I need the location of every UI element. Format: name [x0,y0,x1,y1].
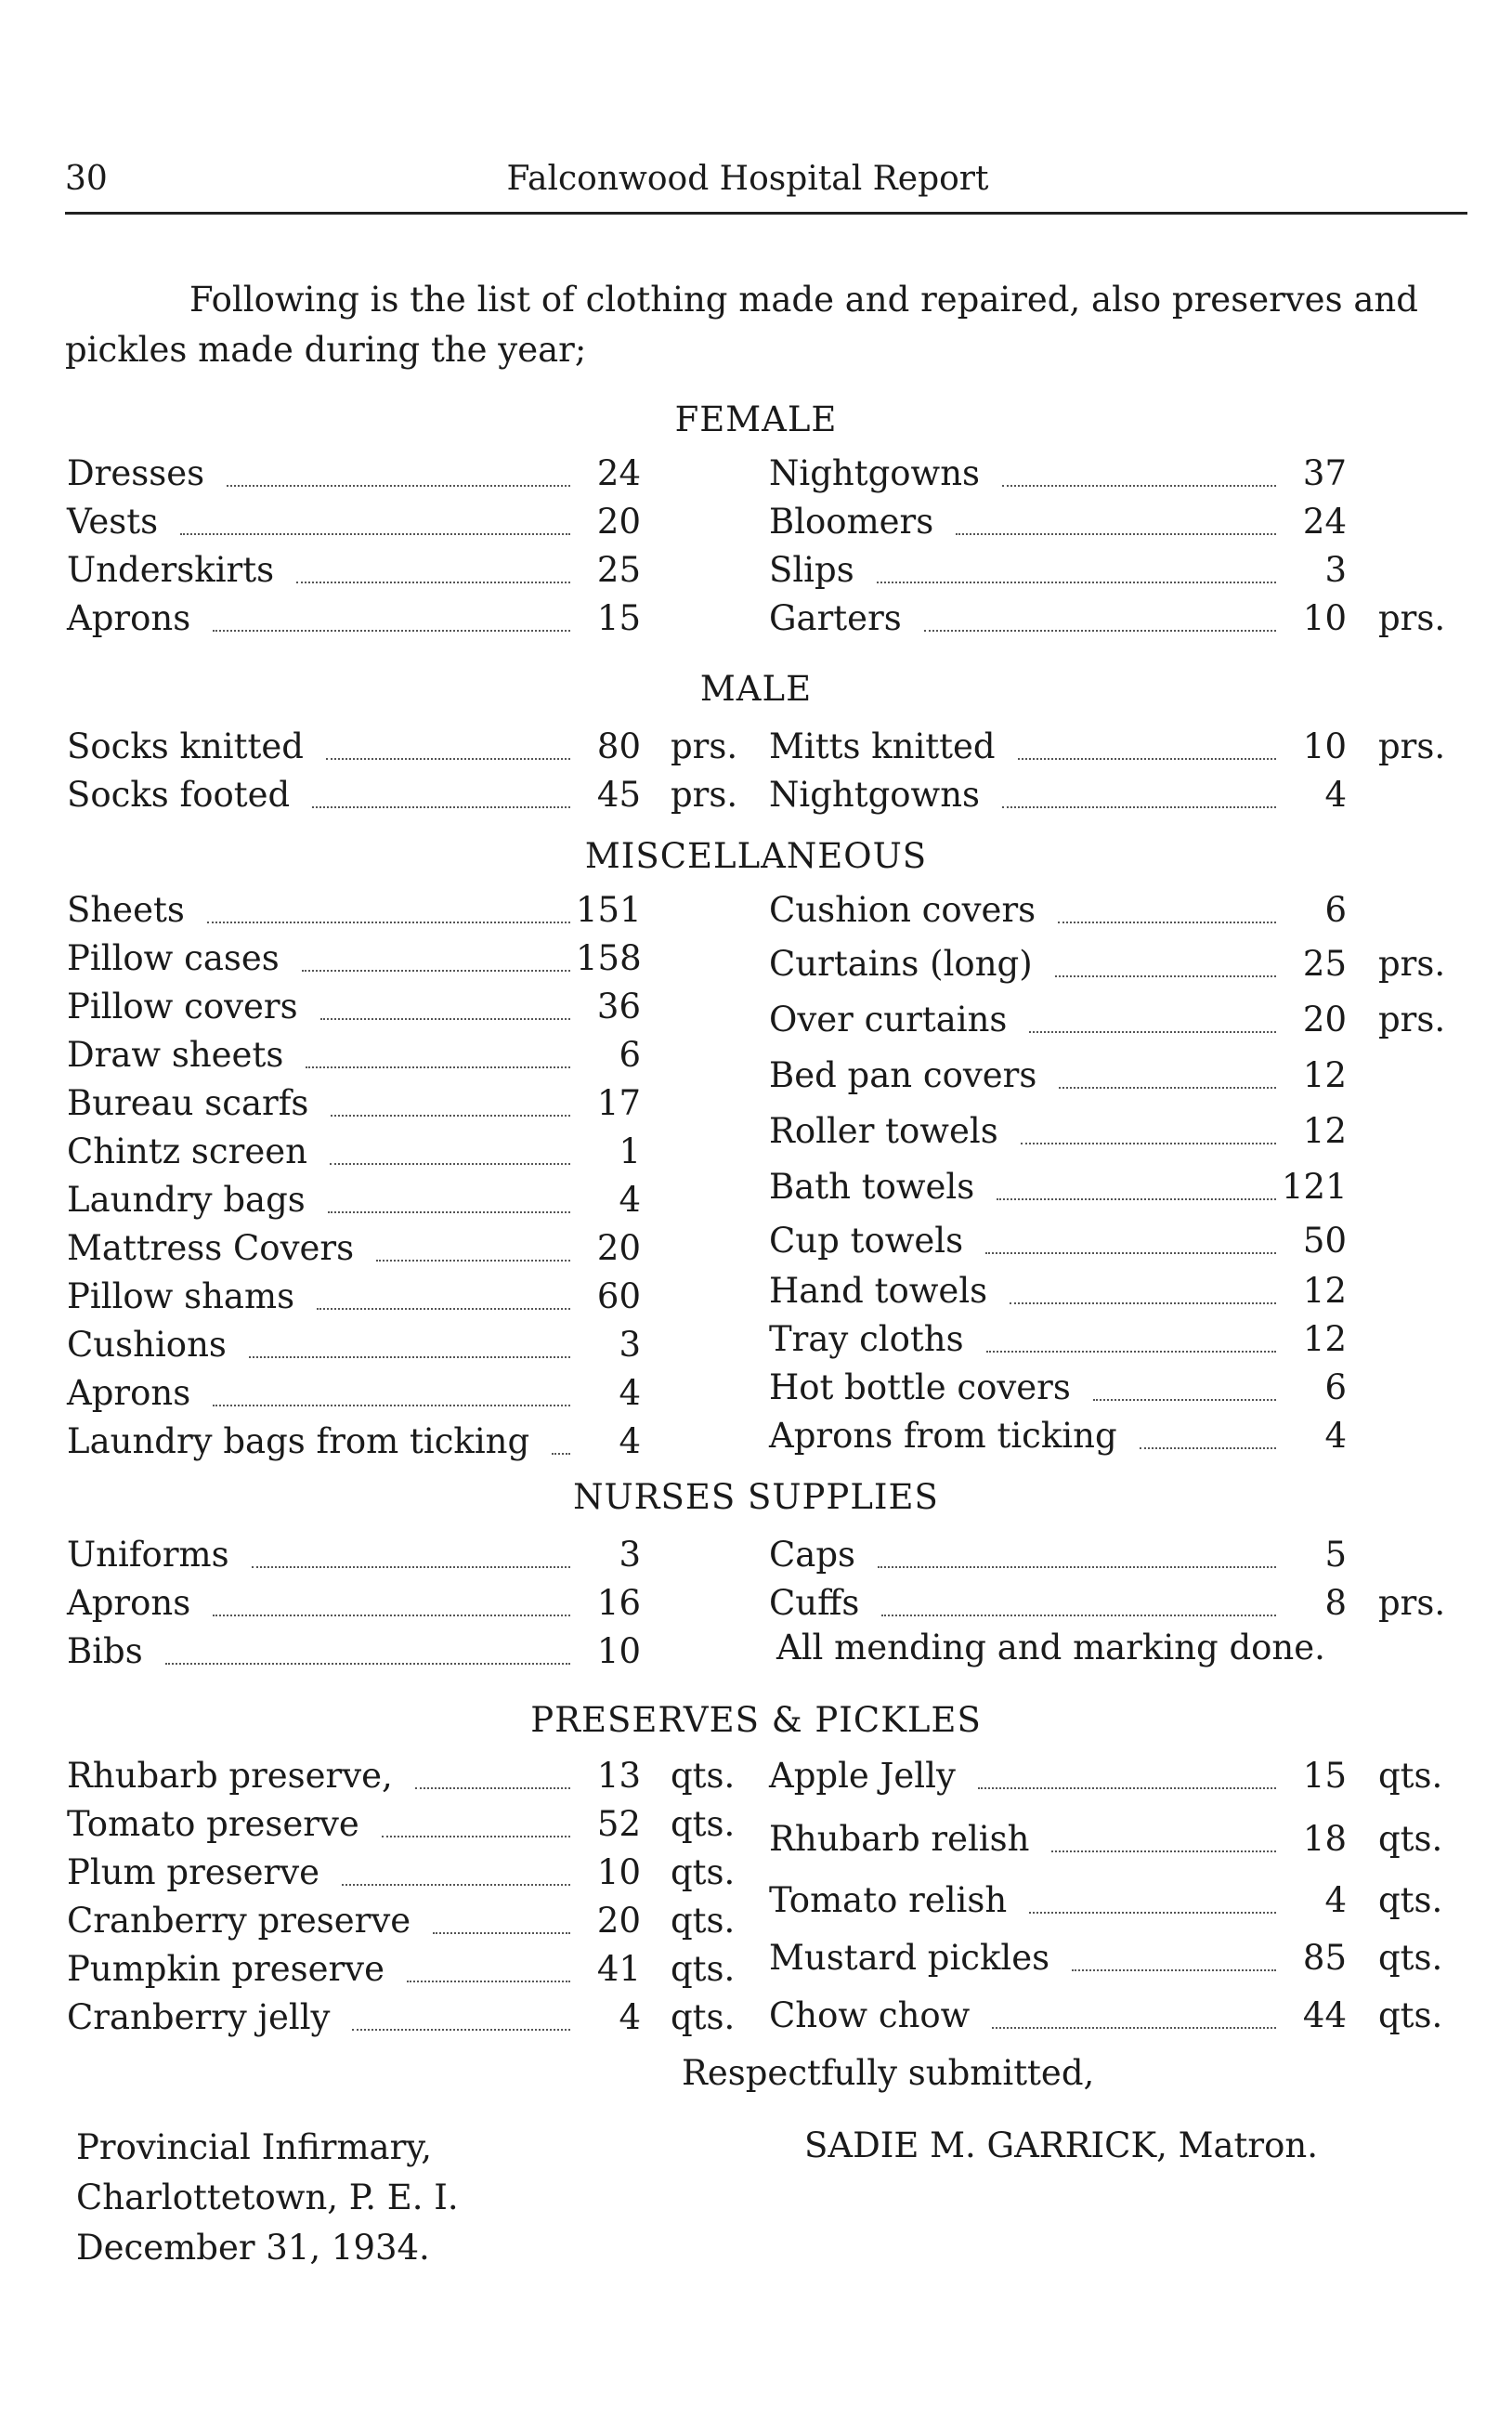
item-label: Cushions [67,1325,227,1365]
list-item [67,1228,819,1271]
item-quantity: 20 [596,1228,641,1268]
list-item [769,1271,1458,1314]
dot-leader [986,1351,1276,1353]
item-quantity: 12 [1302,1319,1347,1359]
item-quantity: 3 [619,1325,641,1365]
item-unit: qts. [671,1852,736,1892]
dot-leader [1029,1031,1276,1033]
dot-leader [382,1836,570,1837]
item-quantity: 10 [596,1852,641,1892]
item-label: Uniforms [67,1535,229,1575]
list-item [769,1535,1458,1577]
item-quantity: 4 [619,1421,641,1461]
item-quantity: 41 [596,1949,641,1989]
list-item [769,1319,1458,1362]
item-unit: prs. [1378,1583,1446,1623]
dot-leader [1002,485,1276,487]
list-item [67,890,819,933]
item-label: Aprons [67,1373,191,1413]
item-label: Pillow shams [67,1276,295,1316]
intro-paragraph: Following is the list of clothing made and repaired, also preserves and pickles made during the year; [65,280,1418,370]
item-label: Chow chow [769,1995,971,2035]
address-line-3: December 31, 1934. [76,2228,430,2268]
item-label: Draw sheets [67,1035,284,1075]
list-item [67,1325,819,1367]
list-item [67,775,819,817]
item-quantity: 17 [596,1083,641,1123]
list-item [67,1131,819,1174]
item-quantity: 4 [1324,1416,1347,1456]
list-item [67,1997,819,2040]
dot-leader [342,1884,570,1886]
item-quantity: 44 [1302,1995,1347,2035]
dot-leader [312,806,570,808]
dot-leader [328,1211,570,1213]
item-quantity: 24 [1302,502,1347,542]
list-item [67,1180,819,1223]
item-quantity: 20 [1302,1000,1347,1040]
item-quantity: 5 [1324,1535,1347,1575]
item-label: Dresses [67,453,205,493]
list-item [67,1949,819,1992]
item-quantity: 12 [1302,1055,1347,1095]
dot-leader [924,630,1276,632]
item-label: Over curtains [769,1000,1008,1040]
list-item [769,775,1458,817]
item-label: Curtains (long) [769,944,1033,984]
item-quantity: 121 [1282,1167,1348,1207]
item-label: Mattress Covers [67,1228,355,1268]
dot-leader [1029,1912,1276,1914]
dot-leader [1021,1143,1276,1144]
item-quantity: 4 [1324,775,1347,815]
list-item [67,1373,819,1416]
item-label: Nightgowns [769,775,981,815]
item-label: Hand towels [769,1271,988,1311]
item-label: Bed pan covers [769,1055,1037,1095]
dot-leader [302,970,570,972]
list-item [67,1035,819,1078]
item-unit: qts. [1378,1995,1443,2035]
dot-leader [415,1787,570,1789]
list-item [67,987,819,1029]
item-label: Underskirts [67,550,275,590]
item-quantity: 16 [596,1583,641,1623]
item-quantity: 4 [619,1373,641,1413]
item-label: Apple Jelly [769,1756,956,1796]
misc-heading: MISCELLANEOUS [584,836,928,876]
item-unit: prs. [1378,944,1446,984]
list-item [67,1083,819,1126]
list-item [67,1535,819,1577]
item-quantity: 25 [1302,944,1347,984]
dot-leader [1140,1447,1276,1449]
list-item [67,1421,819,1464]
list-item [67,1276,819,1319]
item-label: Tomato preserve [67,1804,359,1844]
item-label: Aprons [67,598,191,638]
item-label: Nightgowns [769,453,981,493]
dot-leader [326,758,570,760]
list-item [769,1221,1458,1263]
dot-leader [978,1787,1276,1789]
dot-leader [1018,758,1276,760]
item-label: Hot bottle covers [769,1367,1071,1407]
list-item [769,726,1458,769]
item-label: Tomato relish [769,1880,1008,1920]
item-label: Socks footed [67,775,291,815]
item-quantity: 12 [1302,1271,1347,1311]
list-item [67,1756,819,1798]
dot-leader [306,1066,570,1068]
item-quantity: 4 [619,1997,641,2037]
item-label: Garters [769,598,902,638]
page-header [65,156,1467,215]
dot-leader [1051,1850,1276,1852]
item-label: Aprons [67,1583,191,1623]
signature: SADIE M. GARRICK, Matron. [804,2125,1318,2165]
item-quantity: 6 [1324,1367,1347,1407]
preserves-heading: PRESERVES & PICKLES [530,1700,982,1740]
item-quantity: 25 [596,550,641,590]
list-item [67,938,819,981]
dot-leader [165,1663,570,1665]
dot-leader [433,1932,570,1934]
dot-leader [552,1453,570,1455]
item-quantity: 4 [619,1180,641,1220]
list-item [769,502,1458,544]
item-label: Bibs [67,1631,143,1671]
nurses-heading: NURSES SUPPLIES [573,1477,939,1517]
item-label: Bureau scarfs [67,1083,309,1123]
dot-leader [1093,1399,1276,1401]
dot-leader [878,1566,1276,1568]
mending-note: All mending and marking done. [776,1628,1325,1667]
female-heading: FEMALE [674,399,838,439]
list-item [769,1819,1458,1862]
item-label: Bloomers [769,502,934,542]
dot-leader [407,1981,570,1982]
dot-leader [376,1260,570,1262]
item-quantity: 158 [576,938,642,978]
list-item [769,1995,1458,2038]
item-label: Plum preserve [67,1852,320,1892]
page-number: 30 [65,160,108,198]
item-unit: prs. [1378,598,1446,638]
list-item [769,598,1458,641]
item-quantity: 60 [596,1276,641,1316]
list-item [769,453,1458,496]
list-item [769,1167,1458,1210]
item-unit: qts. [1378,1756,1443,1796]
item-quantity: 50 [1302,1221,1347,1261]
list-item [67,453,819,496]
item-label: Aprons from ticking [769,1416,1117,1456]
dot-leader [1010,1302,1276,1304]
dot-leader [1058,922,1276,923]
item-quantity: 52 [596,1804,641,1844]
item-quantity: 8 [1324,1583,1347,1623]
item-unit: qts. [671,1901,736,1941]
list-item [769,1583,1458,1626]
item-quantity: 3 [1324,550,1347,590]
item-quantity: 10 [1302,598,1347,638]
item-label: Vests [67,502,159,542]
item-unit: qts. [1378,1938,1443,1978]
dot-leader [330,1163,570,1165]
item-quantity: 20 [596,1901,641,1941]
item-label: Cuffs [769,1583,860,1623]
dot-leader [252,1566,570,1568]
item-label: Pillow covers [67,987,298,1026]
list-item [769,550,1458,593]
item-quantity: 85 [1302,1938,1347,1978]
address-line-1: Provincial Infirmary, [76,2127,433,2167]
list-item [67,550,819,593]
list-item [769,1055,1458,1098]
dot-leader [881,1615,1276,1616]
item-label: Cushion covers [769,890,1036,930]
item-unit: prs. [671,726,738,766]
item-quantity: 15 [596,598,641,638]
dot-leader [320,1018,570,1020]
item-label: Sheets [67,890,185,930]
list-item [67,1901,819,1943]
dot-leader [985,1252,1276,1254]
item-quantity: 13 [596,1756,641,1796]
dot-leader [997,1198,1276,1200]
item-quantity: 3 [619,1535,641,1575]
dot-leader [317,1308,570,1310]
item-unit: prs. [1378,726,1446,766]
list-item [67,1804,819,1847]
item-label: Pumpkin preserve [67,1949,385,1989]
dot-leader [213,1405,570,1406]
dot-leader [877,582,1276,583]
list-item [769,1000,1458,1042]
item-quantity: 10 [1302,726,1347,766]
item-label: Laundry bags from ticking [67,1421,530,1461]
dot-leader [296,582,570,583]
dot-leader [213,1615,570,1616]
dot-leader [352,2029,570,2031]
item-quantity: 12 [1302,1111,1347,1151]
running-title: Falconwood Hospital Report [506,160,989,198]
item-label: Rhubarb relish [769,1819,1030,1859]
item-quantity: 4 [1324,1880,1347,1920]
item-unit: qts. [1378,1819,1443,1859]
item-unit: prs. [671,775,738,815]
dot-leader [331,1115,570,1117]
item-quantity: 80 [596,726,641,766]
list-item [67,1583,819,1626]
item-quantity: 6 [1324,890,1347,930]
list-item [769,944,1458,987]
list-item [769,1416,1458,1458]
item-label: Socks knitted [67,726,304,766]
item-quantity: 151 [576,890,642,930]
item-quantity: 45 [596,775,641,815]
dot-leader [227,485,570,487]
list-item [67,726,819,769]
dot-leader [1002,806,1276,808]
list-item [769,1938,1458,1981]
item-quantity: 6 [619,1035,641,1075]
item-label: Pillow cases [67,938,280,978]
item-quantity: 18 [1302,1819,1347,1859]
list-item [769,1880,1458,1923]
dot-leader [249,1356,570,1358]
list-item [769,1756,1458,1798]
item-label: Laundry bags [67,1180,306,1220]
dot-leader [992,2027,1276,2029]
item-quantity: 20 [596,502,641,542]
address-line-2: Charlottetown, P. E. I. [76,2177,459,2217]
item-label: Chintz screen [67,1131,307,1171]
dot-leader [956,533,1276,535]
item-quantity: 10 [596,1631,641,1671]
item-label: Mustard pickles [769,1938,1050,1978]
item-label: Caps [769,1535,856,1575]
list-item [67,1852,819,1895]
list-item [67,1631,819,1674]
item-label: Rhubarb preserve, [67,1756,393,1796]
item-unit: qts. [671,1949,736,1989]
dot-leader [180,533,570,535]
dot-leader [213,630,570,632]
dot-leader [1059,1087,1276,1089]
item-label: Mitts knitted [769,726,996,766]
list-item [67,598,819,641]
item-label: Roller towels [769,1111,998,1151]
item-quantity: 15 [1302,1756,1347,1796]
item-label: Tray cloths [769,1319,964,1359]
item-label: Bath towels [769,1167,975,1207]
item-quantity: 37 [1302,453,1347,493]
item-label: Cup towels [769,1221,964,1261]
dot-leader [1072,1969,1276,1971]
item-label: Slips [769,550,854,590]
dot-leader [207,922,570,923]
list-item [769,890,1458,933]
item-label: Cranberry jelly [67,1997,331,2037]
list-item [769,1111,1458,1154]
male-heading: MALE [699,669,813,709]
item-quantity: 36 [596,987,641,1026]
item-unit: qts. [671,1756,736,1796]
item-unit: prs. [1378,1000,1446,1040]
item-unit: qts. [671,1804,736,1844]
item-unit: qts. [671,1997,736,2037]
list-item [769,1367,1458,1410]
item-unit: qts. [1378,1880,1443,1920]
respectfully-submitted: Respectfully submitted, [682,2053,1095,2093]
dot-leader [1055,975,1276,977]
item-quantity: 24 [596,453,641,493]
item-label: Cranberry preserve [67,1901,411,1941]
list-item [67,502,819,544]
item-quantity: 1 [619,1131,641,1171]
